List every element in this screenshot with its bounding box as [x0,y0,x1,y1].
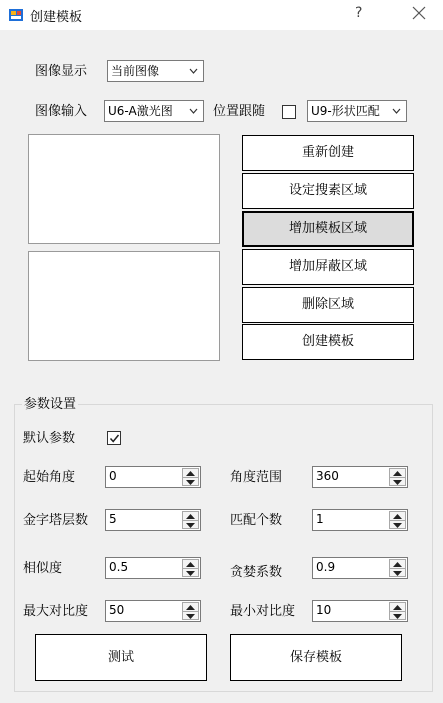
input-select[interactable] [104,100,204,122]
greedy-value: 0.9 [316,560,336,574]
start-angle-input[interactable] [105,466,201,488]
chevron-down-icon [189,67,198,75]
max-contrast-label: 最大对比度 [23,604,89,619]
min-contrast-value: 10 [316,603,332,617]
start-angle-value: 0 [109,469,117,483]
display-select-value: 当前图像 [111,64,160,78]
pyramid-value: 5 [109,512,117,526]
similarity-label: 相似度 [23,561,63,576]
arrow-up-icon [393,514,402,519]
greedy-spinner[interactable] [389,559,406,577]
arrow-up-icon [186,562,195,567]
set-search-region-button[interactable]: 设定搜素区域 [242,173,414,209]
match-count-input[interactable] [312,509,408,531]
add-mask-region-button[interactable]: 增加屏蔽区域 [242,249,414,285]
pyramid-input[interactable] [105,509,201,531]
arrow-down-icon [186,480,195,485]
chevron-down-icon [189,107,198,115]
close-icon[interactable] [412,6,426,20]
similarity-input[interactable] [105,557,201,579]
max-contrast-input[interactable] [105,600,201,622]
start-angle-label: 起始角度 [23,470,76,485]
max-contrast-value: 50 [109,603,125,617]
window-title: 创建模板 [30,10,83,25]
help-button[interactable]: ? [355,5,363,21]
arrow-up-icon [393,605,402,610]
match-count-spinner[interactable] [389,511,406,529]
pyramid-label: 金字塔层数 [23,513,89,528]
max-contrast-spinner[interactable] [182,602,199,620]
min-contrast-label: 最小对比度 [230,604,296,619]
follow-checkbox[interactable] [282,105,296,119]
params-group-title: 参数设置 [24,397,77,412]
match-count-value: 1 [316,512,324,526]
test-button[interactable]: 测试 [35,634,207,681]
input-label: 图像输入 [35,104,88,119]
check-icon [109,433,120,444]
default-params-checkbox[interactable] [107,431,121,445]
arrow-up-icon [393,562,402,567]
create-template-button[interactable]: 创建模板 [242,324,414,360]
arrow-down-icon [393,523,402,528]
greedy-label: 贪婪系数 [230,565,283,580]
match-count-label: 匹配个数 [230,513,283,528]
chevron-down-icon [392,107,401,115]
display-select[interactable] [107,60,204,82]
angle-range-spinner[interactable] [389,468,406,486]
angle-range-value: 360 [316,469,339,483]
add-template-region-button[interactable]: 增加模板区域 [242,211,414,247]
arrow-up-icon [186,605,195,610]
greedy-input[interactable] [312,557,408,579]
start-angle-spinner[interactable] [182,468,199,486]
angle-range-input[interactable] [312,466,408,488]
arrow-down-icon [186,571,195,576]
app-icon [8,7,24,23]
follow-select[interactable] [307,100,407,122]
arrow-up-icon [186,471,195,476]
similarity-value: 0.5 [109,560,129,574]
default-params-label: 默认参数 [23,431,76,446]
arrow-down-icon [186,614,195,619]
arrow-down-icon [393,571,402,576]
delete-region-button[interactable]: 删除区域 [242,287,414,323]
min-contrast-input[interactable] [312,600,408,622]
arrow-down-icon [393,614,402,619]
display-label: 图像显示 [35,64,88,79]
follow-label: 位置跟随 [213,104,266,119]
follow-select-value: U9-形状匹配 [311,104,380,118]
arrow-up-icon [186,514,195,519]
recreate-button[interactable]: 重新创建 [242,135,414,171]
arrow-up-icon [393,471,402,476]
similarity-spinner[interactable] [182,559,199,577]
angle-range-label: 角度范围 [230,470,283,485]
template-preview [28,134,220,244]
min-contrast-spinner[interactable] [389,602,406,620]
input-select-value: U6-A激光图 [108,104,173,118]
arrow-down-icon [186,523,195,528]
image-preview [28,251,220,361]
save-template-button[interactable]: 保存模板 [230,634,402,681]
arrow-down-icon [393,480,402,485]
pyramid-spinner[interactable] [182,511,199,529]
